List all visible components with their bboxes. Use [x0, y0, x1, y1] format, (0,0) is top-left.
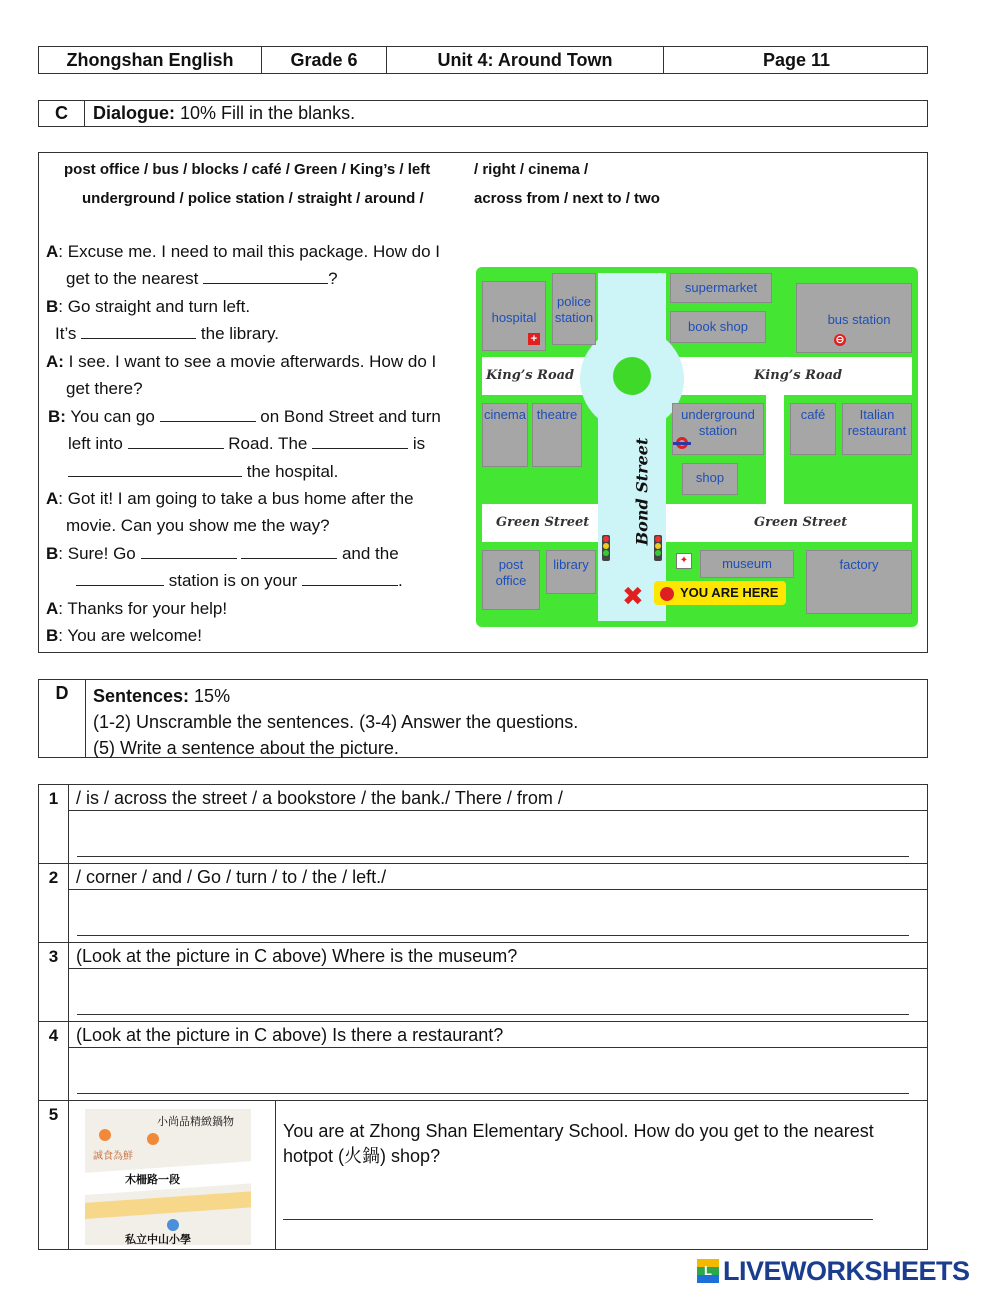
roundabout-center [613, 357, 651, 395]
blank-input[interactable] [81, 322, 196, 339]
question-text: You are at Zhong Shan Elementary School. How do you get to the nearest hotpot (火鍋) shop? [283, 1121, 874, 1166]
question-text: (Look at the picture in C above) Is there a restaurant? [69, 1022, 927, 1048]
question-row-1 [38, 784, 928, 864]
dialogue-line: A: Got it! I am going to take a bus home after the [46, 489, 414, 508]
small-map-school-label: 私立中山小學 [125, 1233, 191, 1245]
section-d-line1: (1-2) Unscramble the sentences. (3-4) Answer the questions. [93, 712, 579, 732]
wordbank-line1b: / right / cinema / [474, 161, 589, 178]
dialogue-line: get to the nearest ? [66, 269, 338, 288]
section-d-header [38, 679, 928, 758]
question-row-3 [38, 942, 928, 1022]
dialogue-line: B: You are welcome! [46, 626, 202, 645]
kings-road-label-right: King’s Road [754, 368, 843, 383]
question-row-4 [38, 1021, 928, 1101]
wordbank-line2a: underground / police station / straight / around / [82, 190, 424, 207]
blank-input[interactable] [203, 267, 328, 284]
small-map-image [85, 1109, 251, 1245]
small-map-road-label: 木柵路一段 [125, 1173, 180, 1186]
italian-restaurant-building: Italian restaurant [842, 403, 912, 455]
answer-line[interactable] [77, 1014, 909, 1015]
dialogue-line: station is on your . [76, 567, 403, 594]
supermarket-building: supermarket [670, 273, 772, 303]
blank-input[interactable] [76, 569, 164, 586]
logo-badge-icon: L [697, 1259, 719, 1283]
question-text: (Look at the picture in C above) Where is the museum? [69, 943, 927, 969]
shop-building: shop [682, 463, 738, 495]
dialogue-line: get there? [66, 379, 143, 398]
cafe-building: café [790, 403, 836, 455]
hospital-icon: + [528, 333, 540, 345]
section-d-letter: D [55, 683, 69, 703]
header-page: Page 11 [762, 49, 831, 70]
section-d-pct: 15% [189, 686, 231, 706]
underground-station-building: underground station [672, 403, 764, 455]
question-number: 3 [39, 943, 69, 1021]
traffic-light-icon [602, 535, 610, 561]
blank-input[interactable] [128, 432, 224, 449]
restaurant-pin-icon [99, 1129, 111, 1141]
school-pin-icon [167, 1219, 179, 1231]
dialogue-line: B: Go straight and turn left. [46, 297, 251, 316]
cinema-building: cinema [482, 403, 528, 467]
restaurant-pin-icon [147, 1133, 159, 1145]
bond-street-label: Bond Street [632, 437, 652, 546]
header-school: Zhongshan English [39, 47, 262, 73]
blank-input[interactable] [302, 569, 398, 586]
section-c-title-line [93, 103, 355, 124]
factory-building: factory [806, 550, 912, 614]
small-map-restaurant-label: 誠食為鮮 [93, 1151, 133, 1162]
dialogue-line: the hospital. [68, 458, 338, 485]
underground-icon-bar [673, 442, 691, 445]
side-street [766, 395, 784, 504]
blank-input[interactable] [68, 460, 242, 477]
question-number: 2 [39, 864, 69, 942]
police-station-building: police station [552, 273, 596, 345]
theatre-building: theatre [532, 403, 582, 467]
book-shop-building: book shop [670, 311, 766, 343]
answer-line[interactable] [77, 935, 909, 936]
question-number: 1 [39, 785, 69, 863]
green-street-label-left: Green Street [496, 515, 590, 530]
post-office-building: post office [482, 550, 540, 610]
town-map [476, 267, 918, 627]
section-c-letter: C [39, 101, 85, 126]
question-text: / corner / and / Go / turn / to / the / left./ [69, 864, 927, 890]
traffic-light-icon [654, 535, 662, 561]
dialogue-line: left into Road. The is [68, 434, 426, 453]
section-c-instruction: 10% Fill in the blanks. [180, 103, 356, 123]
question-number: 5 [39, 1101, 69, 1249]
blank-input[interactable] [160, 405, 256, 422]
dialogue-line: B: You can go on Bond Street and turn [48, 407, 441, 426]
dialogue-line: A: Thanks for your help! [46, 599, 228, 618]
blank-input[interactable] [312, 432, 408, 449]
liveworksheets-logo [697, 1257, 970, 1285]
kings-road-label-left: King’s Road [486, 368, 575, 383]
blank-input[interactable] [241, 542, 337, 559]
dialogue-line: A: Excuse me. I need to mail this package. How do I [46, 242, 441, 261]
section-c-header [38, 100, 928, 127]
header-unit: Unit 4: Around Town [387, 47, 664, 73]
small-map-shop-label: 小尚品精緻鍋物 [157, 1115, 234, 1128]
question-row-2 [38, 863, 928, 943]
library-building: library [546, 550, 596, 594]
section-d-divider [85, 680, 86, 757]
blank-input[interactable] [141, 542, 237, 559]
museum-icon: ✦ [676, 553, 692, 569]
dialogue-line: B: Sure! Go and the [46, 544, 399, 563]
answer-line[interactable] [283, 1219, 873, 1220]
answer-line[interactable] [77, 856, 909, 857]
answer-line[interactable] [77, 1093, 909, 1094]
dialogue-line: It’s the library. [55, 324, 279, 343]
dialogue-line: A: I see. I want to see a movie afterwards. How do I [46, 352, 437, 371]
section-d-title-line [93, 683, 578, 761]
header-table [38, 46, 928, 74]
arrow-icon [660, 587, 674, 601]
question-text: / is / across the street / a bookstore / the bank./ There / from / [69, 785, 927, 811]
wordbank-line2b: across from / next to / two [474, 190, 660, 207]
section-c-title: Dialogue: [93, 103, 176, 123]
small-map-road [85, 1190, 251, 1219]
logo-text: LIVEWORKSHEETS [723, 1255, 970, 1286]
museum-building: museum [700, 550, 794, 578]
question-row-5 [38, 1100, 928, 1250]
question-number: 4 [39, 1022, 69, 1100]
you-are-here-badge: YOU ARE HERE [654, 581, 786, 605]
green-street-label-right: Green Street [754, 515, 848, 530]
you-are-here-marker-icon: ✖ [622, 581, 644, 611]
dialogue-line: movie. Can you show me the way? [66, 516, 330, 535]
hospital-building: hospital [482, 281, 546, 351]
bus-station-building: bus station [796, 283, 912, 353]
wordbank-line1a: post office / bus / blocks / café / Green / King’s / left [64, 161, 431, 178]
section-d-line2: (5) Write a sentence about the picture. [93, 738, 399, 758]
section-d-title: Sentences: [93, 686, 190, 706]
small-map-cell [69, 1101, 276, 1249]
header-grade: Grade 6 [262, 47, 387, 73]
bus-station-icon: ⊖ [835, 334, 845, 346]
